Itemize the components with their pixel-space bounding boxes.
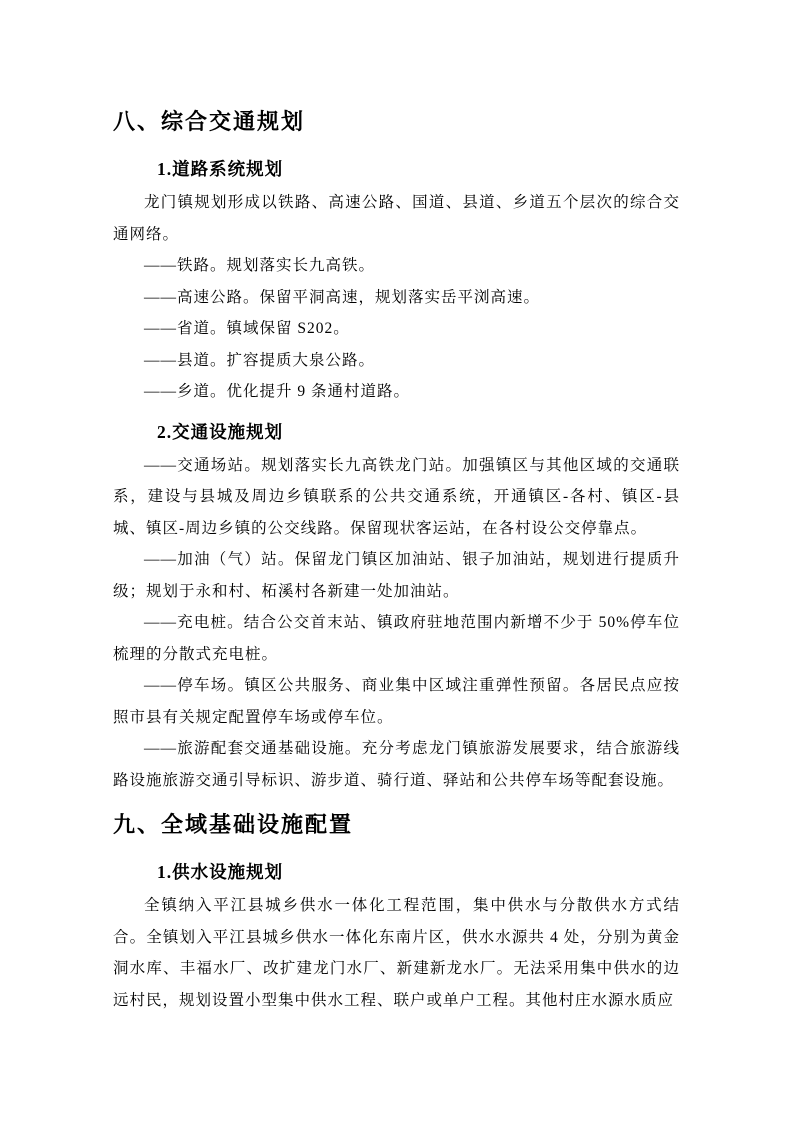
subsection-heading-water-supply-planning: 1.供水设施规划: [157, 862, 284, 882]
paragraph-tourism-transport-infrastructure: ——旅游配套交通基础设施。充分考虑龙门镇旅游发展要求，结合旅游线路设施旅游交通引导标识、游步道、骑行道、驿站和公共停车场等配套设施。: [113, 740, 680, 789]
section-heading-regional-infrastructure-configuration: 九、全域基础设施配置: [113, 812, 354, 837]
paragraph-transport-stations: ——交通场站。规划落实长九高铁龙门站。加强镇区与其他区域的交通联系，建设与县城及周边乡镇联系的公共交通系统，开通镇区-各村、镇区-县城、镇区-周边乡镇的公交线路。保留现状客运站，在各村设公交停靠点。: [113, 456, 680, 537]
paragraph-charging-piles: ——充电桩。结合公交首末站、镇政府驻地范围内新增不少于 50%停车位梳理的分散式充电桩。: [113, 614, 680, 663]
paragraph-parking-lots: ——停车场。镇区公共服务、商业集中区域注重弹性预留。各居民点应按照市县有关规定配置停车场或停车位。: [113, 677, 680, 726]
paragraph-expressway: ——高速公路。保留平洞高速，规划落实岳平浏高速。: [144, 288, 541, 306]
paragraph-provincial-road: ——省道。镇域保留 S202。: [144, 320, 350, 337]
paragraph-road-network-overview: 龙门镇规划形成以铁路、高速公路、国道、县道、乡道五个层次的综合交通网络。: [113, 194, 680, 243]
paragraph-railway: ——铁路。规划落实长九高铁。: [144, 257, 376, 274]
subsection-heading-transport-facilities-planning: 2.交通设施规划: [157, 421, 284, 442]
section-heading-comprehensive-transport-planning: 八、综合交通规划: [113, 109, 306, 134]
paragraph-township-road: ——乡道。优化提升 9 条通村道路。: [144, 383, 411, 400]
paragraph-water-supply: 全镇纳入平江县城乡供水一体化工程范围，集中供水与分散供水方式结合。全镇划入平江县城乡供水一体化东南片区，供水水源共 4 处，分别为黄金洞水库、丰福水厂、改扩建龙门水厂、新建新龙水厂。无法采用集中供水的边远村民，规划设置小型集中供水工程、联户或单户工程。其他村庄水源水质应: [113, 897, 680, 1009]
paragraph-gas-stations: ——加油（气）站。保留龙门镇区加油站、银子加油站，规划进行提质升级；规划于永和村、柘溪村各新建一处加油站。: [113, 551, 680, 600]
subsection-heading-road-system-planning: 1.道路系统规划: [157, 159, 284, 179]
paragraph-county-road: ——县道。扩容提质大泉公路。: [144, 351, 376, 369]
